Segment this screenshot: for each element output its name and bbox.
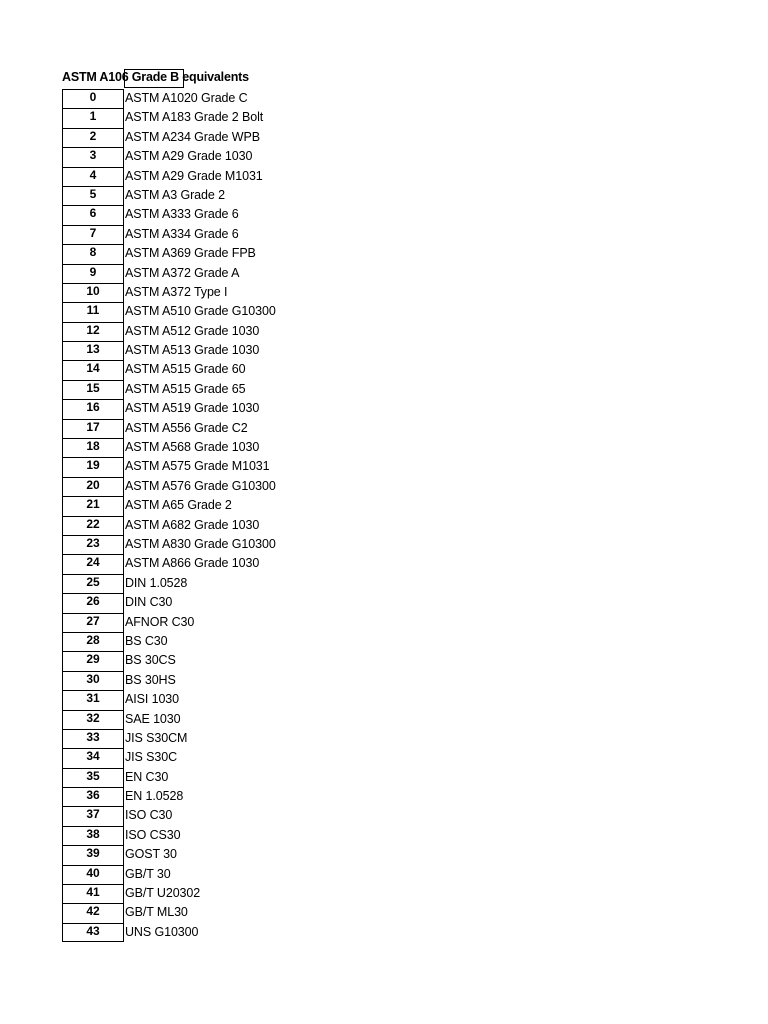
row-number-cell[interactable]: 35 <box>62 768 124 787</box>
row-number-cell[interactable]: 2 <box>62 128 124 147</box>
grade-name-cell[interactable]: UNS G10300 <box>125 924 199 939</box>
table-row <box>0 806 768 825</box>
row-number-cell[interactable]: 8 <box>62 244 124 263</box>
grade-name-cell[interactable]: ASTM A29 Grade 1030 <box>125 149 253 164</box>
table-row <box>0 128 768 147</box>
grade-name-cell[interactable]: AISI 1030 <box>125 692 180 707</box>
table-row <box>0 710 768 729</box>
grade-name-cell[interactable]: ASTM A334 Grade 6 <box>125 226 239 241</box>
table-row <box>0 108 768 127</box>
row-number-cell[interactable]: 27 <box>62 613 124 632</box>
row-number-cell[interactable]: 32 <box>62 710 124 729</box>
grade-name-cell[interactable]: ASTM A682 Grade 1030 <box>125 517 260 532</box>
table-row <box>0 380 768 399</box>
table-row <box>0 477 768 496</box>
table-row <box>0 787 768 806</box>
grade-name-cell[interactable]: ASTM A519 Grade 1030 <box>125 401 260 416</box>
table-row <box>0 496 768 515</box>
grade-name-cell[interactable]: EN 1.0528 <box>125 789 184 804</box>
grade-name-cell[interactable]: JIS S30CM <box>125 730 188 745</box>
row-number-cell[interactable]: 25 <box>62 574 124 593</box>
grade-name-cell[interactable]: ASTM A1020 Grade C <box>125 91 248 105</box>
row-number-cell[interactable]: 19 <box>62 457 124 476</box>
table-row <box>0 264 768 283</box>
grade-name-cell[interactable]: ASTM A515 Grade 65 <box>125 381 246 396</box>
table-row <box>0 574 768 593</box>
row-number-cell[interactable]: 10 <box>62 283 124 302</box>
table-row <box>0 438 768 457</box>
row-number-cell[interactable]: 41 <box>62 884 124 903</box>
grade-name-cell[interactable]: GOST 30 <box>125 847 177 862</box>
table-row <box>0 729 768 748</box>
grade-name-cell[interactable]: BS 30CS <box>125 653 176 668</box>
grade-name-cell[interactable]: ASTM A234 Grade WPB <box>125 129 260 144</box>
row-number-cell[interactable]: 21 <box>62 496 124 515</box>
table-row <box>0 244 768 263</box>
row-number-cell[interactable]: 9 <box>62 264 124 283</box>
grade-name-cell[interactable]: ASTM A65 Grade 2 <box>125 498 232 513</box>
row-number-cell[interactable]: 16 <box>62 399 124 418</box>
grade-name-cell[interactable]: ASTM A512 Grade 1030 <box>125 323 260 338</box>
row-number-cell[interactable]: 23 <box>62 535 124 554</box>
grade-name-cell[interactable]: DIN 1.0528 <box>125 575 188 590</box>
table-row <box>0 651 768 670</box>
row-number-cell[interactable]: 28 <box>62 632 124 651</box>
row-number-cell[interactable]: 37 <box>62 806 124 825</box>
grade-name-cell[interactable]: ASTM A3 Grade 2 <box>125 187 225 202</box>
table-row <box>0 903 768 922</box>
table-row <box>0 593 768 612</box>
table-row <box>0 283 768 302</box>
table-row <box>0 322 768 341</box>
row-number-cell[interactable]: 43 <box>62 923 124 942</box>
grade-name-cell[interactable]: JIS S30C <box>125 750 178 765</box>
table-row <box>0 768 768 787</box>
grade-name-cell[interactable]: BS 30HS <box>125 672 176 687</box>
grade-name-cell[interactable]: GB/T 30 <box>125 866 171 881</box>
row-number-cell[interactable]: 18 <box>62 438 124 457</box>
table-row <box>0 535 768 554</box>
row-number-cell[interactable]: 12 <box>62 322 124 341</box>
selected-cell-outline[interactable] <box>124 69 184 88</box>
row-number-cell[interactable]: 14 <box>62 360 124 379</box>
table-row <box>0 671 768 690</box>
row-number-cell[interactable]: 15 <box>62 380 124 399</box>
row-number-cell[interactable]: 11 <box>62 302 124 321</box>
grade-name-cell[interactable]: ASTM A510 Grade G10300 <box>125 304 276 319</box>
row-number-cell[interactable]: 38 <box>62 826 124 845</box>
table-row <box>0 554 768 573</box>
table-row <box>0 205 768 224</box>
table-row <box>0 419 768 438</box>
grade-name-cell[interactable]: ISO CS30 <box>125 827 181 842</box>
table-row <box>0 826 768 845</box>
row-number-cell[interactable]: 13 <box>62 341 124 360</box>
row-number-cell[interactable]: 31 <box>62 690 124 709</box>
grade-name-cell[interactable]: EN C30 <box>125 769 169 784</box>
grade-name-cell[interactable]: BS C30 <box>125 633 168 648</box>
table-row <box>0 923 768 942</box>
table-row <box>0 865 768 884</box>
row-number-cell[interactable]: 17 <box>62 419 124 438</box>
table-row <box>0 748 768 767</box>
row-number-cell[interactable]: 24 <box>62 554 124 573</box>
grade-name-cell[interactable]: ASTM A556 Grade C2 <box>125 420 248 435</box>
table-row <box>0 147 768 166</box>
grade-name-cell[interactable]: ASTM A830 Grade G10300 <box>125 536 276 551</box>
table-row <box>0 845 768 864</box>
grade-name-cell[interactable]: ASTM A575 Grade M1031 <box>125 459 270 474</box>
row-number-cell[interactable]: 39 <box>62 845 124 864</box>
grade-name-cell[interactable]: GB/T U20302 <box>125 886 201 901</box>
grade-name-cell[interactable]: ASTM A333 Grade 6 <box>125 207 239 222</box>
grade-name-cell[interactable]: ISO C30 <box>125 808 173 823</box>
grade-name-cell[interactable]: GB/T ML30 <box>125 905 188 920</box>
row-number-cell[interactable]: 29 <box>62 651 124 670</box>
table-row <box>0 89 768 108</box>
grade-name-cell[interactable]: ASTM A866 Grade 1030 <box>125 556 260 571</box>
row-number-cell[interactable]: 0 <box>62 89 124 108</box>
table-row <box>0 360 768 379</box>
row-number-cell[interactable]: 26 <box>62 593 124 612</box>
grade-name-cell[interactable]: AFNOR C30 <box>125 614 195 629</box>
row-number-cell[interactable]: 22 <box>62 516 124 535</box>
table-row <box>0 690 768 709</box>
table-row <box>0 341 768 360</box>
grade-name-cell[interactable]: ASTM A183 Grade 2 Bolt <box>125 110 264 125</box>
row-number-cell[interactable]: 40 <box>62 865 124 884</box>
table-row <box>0 186 768 205</box>
row-number-cell[interactable]: 36 <box>62 787 124 806</box>
row-number-cell[interactable]: 6 <box>62 205 124 224</box>
table-row <box>0 302 768 321</box>
table-row <box>0 225 768 244</box>
grade-name-cell[interactable]: ASTM A513 Grade 1030 <box>125 343 260 358</box>
grade-name-cell[interactable]: ASTM A515 Grade 60 <box>125 362 246 377</box>
table-row <box>0 613 768 632</box>
table-row <box>0 457 768 476</box>
row-number-cell[interactable]: 5 <box>62 186 124 205</box>
table-row <box>0 884 768 903</box>
grade-name-cell[interactable]: ASTM A369 Grade FPB <box>125 246 256 261</box>
grade-name-cell[interactable]: DIN C30 <box>125 595 173 610</box>
row-number-cell[interactable]: 3 <box>62 147 124 166</box>
row-number-cell[interactable]: 7 <box>62 225 124 244</box>
row-number-cell[interactable]: 20 <box>62 477 124 496</box>
table-row <box>0 167 768 186</box>
sheet-title: ASTM A106 Grade B equivalents <box>62 70 249 84</box>
row-number-cell[interactable]: 4 <box>62 167 124 186</box>
table-row <box>0 516 768 535</box>
grade-name-cell[interactable]: ASTM A372 Type I <box>125 284 228 299</box>
table-row <box>0 399 768 418</box>
grade-name-cell[interactable]: ASTM A372 Grade A <box>125 265 240 280</box>
row-number-cell[interactable]: 34 <box>62 748 124 767</box>
row-number-cell[interactable]: 33 <box>62 729 124 748</box>
row-number-cell[interactable]: 42 <box>62 903 124 922</box>
grade-name-cell[interactable]: ASTM A576 Grade G10300 <box>125 478 276 493</box>
row-number-cell[interactable]: 1 <box>62 108 124 127</box>
row-number-cell[interactable]: 30 <box>62 671 124 690</box>
grade-name-cell[interactable]: ASTM A568 Grade 1030 <box>125 440 260 455</box>
table-row <box>0 632 768 651</box>
equivalents-table <box>0 89 768 942</box>
grade-name-cell[interactable]: SAE 1030 <box>125 711 181 726</box>
grade-name-cell[interactable]: ASTM A29 Grade M1031 <box>125 168 263 183</box>
